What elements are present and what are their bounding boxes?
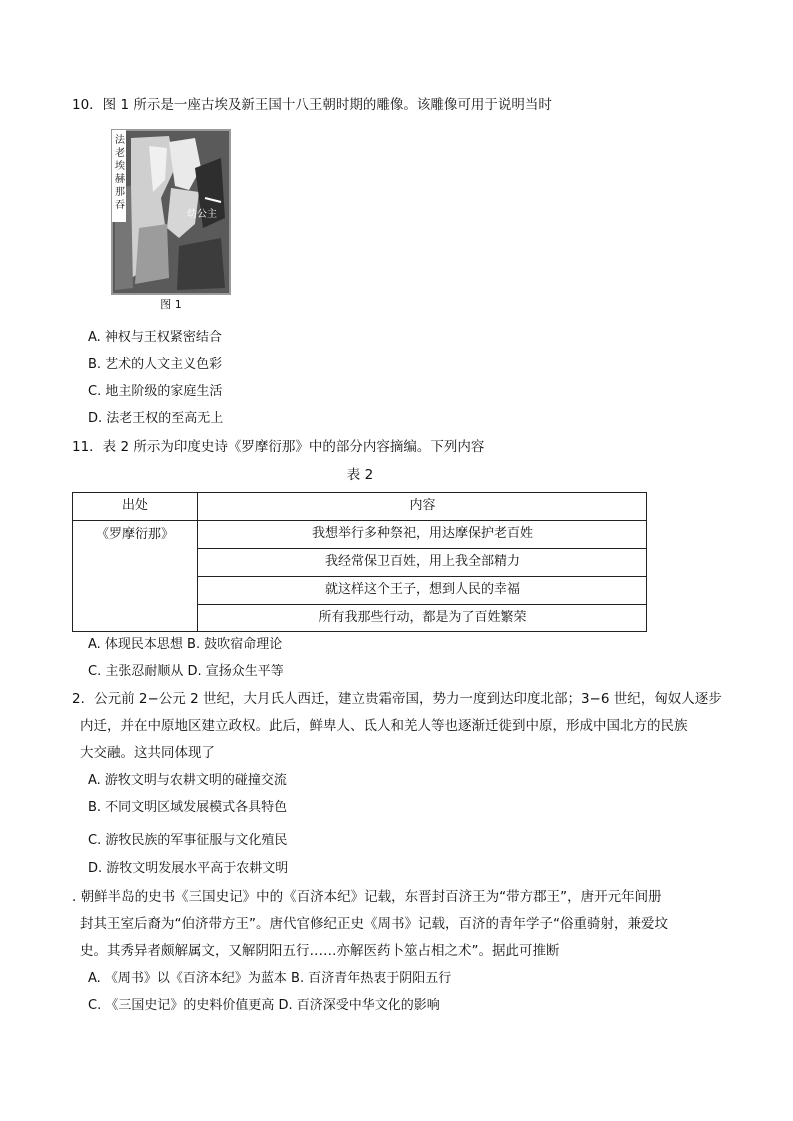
q13-options-ab: A. 《周书》以《百济本纪》为蓝本 B. 百济青年热衷于阴阳五行 xyxy=(88,971,452,986)
q11-options-ab: A. 体现民本思想 B. 鼓吹宿命理论 xyxy=(88,637,283,652)
q12-option-b: B. 不同文明区域发展模式各具特色 xyxy=(88,800,288,815)
q13-stem-line: . 朝鲜半岛的史书《三国史记》中的《百济本纪》记载，东晋封百济王为“带方郡王”，唐开元年间册 xyxy=(72,889,662,905)
table-header-source: 出处 xyxy=(121,498,148,513)
table-row: 我经常保卫百姓，用上我全部精力 xyxy=(324,554,520,569)
q13-stem-line: 史。其秀异者颇解属文，又解阴阳五行……亦解医药卜筮占相之术”。据此可推断 xyxy=(80,943,560,959)
princess-label: 幼公主 xyxy=(187,209,217,220)
table-source-cell: 《罗摩衍那》 xyxy=(95,527,174,542)
q11-stem: 11．表 2 所示为印度史诗《罗摩衍那》中的部分内容摘编。下列内容 xyxy=(72,439,485,455)
q12-stem-line: 内迁，并在中原地区建立政权。此后，鲜卑人、氐人和羌人等也逐渐迁徙到中原，形成中国北方的民族 xyxy=(80,718,688,734)
q11-options-cd: C. 主张忍耐顺从 D. 宣扬众生平等 xyxy=(88,664,284,679)
table-title: 表 2 xyxy=(346,467,374,483)
q12-option-c: C. 游牧民族的军事征服与文化殖民 xyxy=(88,833,288,848)
q12-option-a: A. 游牧文明与农耕文明的碰撞交流 xyxy=(88,773,287,788)
q10-stem: 10．图 1 所示是一座古埃及新王国十八王朝时期的雕像。该雕像可用于说明当时 xyxy=(72,97,552,113)
table-row: 就这样这个王子，想到人民的幸福 xyxy=(324,582,520,597)
q12-stem-line: 2．公元前 2−公元 2 世纪，大月氏人西迁，建立贵霜帝国，势力一度到达印度北部；3−6 世纪，匈奴人逐步 xyxy=(72,691,722,707)
content-table xyxy=(72,492,647,632)
table-row-divider xyxy=(198,604,647,605)
statue-figure xyxy=(109,128,233,316)
q13-options-cd: C. 《三国史记》的史料价值更高 D. 百济深受中华文化的影响 xyxy=(88,998,440,1013)
pharaoh-label: 法老埃赫那吞 xyxy=(115,135,125,211)
q13-stem-line: 封其王室后裔为“伯济带方王”。唐代官修纪正史《周书》记载，百济的青年学子“俗重骑射，兼爱坟 xyxy=(80,916,668,932)
q10-option-d: D. 法老王权的至高无上 xyxy=(88,411,224,426)
table-row-divider xyxy=(198,576,647,577)
table-row-divider xyxy=(73,520,646,521)
table-row: 所有我那些行动，都是为了百姓繁荣 xyxy=(318,610,527,625)
figure-caption: 图 1 xyxy=(160,298,182,311)
q12-option-d: D. 游牧文明发展水平高于农耕文明 xyxy=(88,861,289,876)
q10-option-a: A. 神权与王权紧密结合 xyxy=(88,330,222,345)
q10-option-c: C. 地主阶级的家庭生活 xyxy=(88,384,223,399)
q10-option-b: B. 艺术的人文主义色彩 xyxy=(88,357,223,372)
table-header-content: 内容 xyxy=(409,498,436,513)
table-row: 我想举行多种祭祀，用达摩保护老百姓 xyxy=(311,526,533,541)
table-row-divider xyxy=(198,548,647,549)
q12-stem-line: 大交融。这共同体现了 xyxy=(80,745,215,761)
